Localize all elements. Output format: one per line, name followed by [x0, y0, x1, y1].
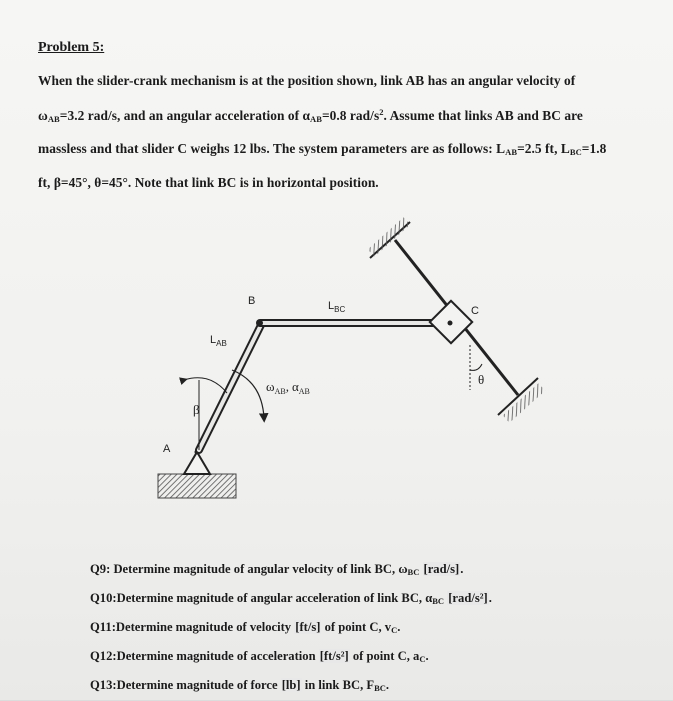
statement-line-2: $\omega_{AB}=3.2$ rad/s, and an angular acceleration of $\alpha_{AB}=0.8$ rad/$s^2$. Assume that links AB and BC are [38, 106, 583, 124]
label-theta: θ [478, 372, 485, 387]
label-omega-alpha: $\omega_{AB}$, $\alpha_{AB}$ [266, 379, 310, 396]
beta-arc [184, 378, 227, 393]
label-beta: β [193, 402, 200, 417]
ground-support-a [158, 474, 236, 498]
question-list [90, 556, 492, 701]
pin-support-a [184, 452, 210, 474]
problem-title: Problem 5: [38, 40, 105, 55]
label-b: B [248, 295, 256, 307]
question-q9: Q9: Determine magnitude of angular velocity of link BC, $\omega_{BC}$ [rad/s]. [90, 562, 464, 577]
theta-arc [470, 364, 482, 370]
label-l-ab: $L_{AB}$ [210, 334, 227, 348]
pin-b [257, 320, 263, 326]
question-q11: Q11:Determine magnitude of velocity [ft/s] of point C, $v_C$. [90, 620, 401, 635]
label-c: C [471, 305, 479, 317]
question-q13: Q13:Determine magnitude of force [lb] in link BC, $F_{BC}$. [90, 678, 390, 693]
pin-c [448, 321, 453, 326]
question-q10: Q10:Determine magnitude of angular acceleration of link BC, $\alpha_{BC}$ [rad/s²]. [90, 591, 492, 606]
label-l-bc: $L_{BC}$ [328, 300, 346, 314]
question-q12: Q12:Determine magnitude of acceleration [ft/s²] of point C, $a_C$. [90, 649, 429, 664]
statement-line-4: ft, β=45°, θ=45°. Note that link BC is in horizontal position. [38, 174, 379, 190]
rail-support-bottom [498, 378, 545, 423]
label-a: A [163, 443, 171, 455]
statement-line-3: massless and that slider C weighs 12 lbs. The system parameters are as follows: $L_{AB}=2.5$ ft, $L_{BC}=1.8$ [38, 141, 607, 157]
statement-line-1: When the slider-crank mechanism is at the position shown, link AB has an angular velocity of [38, 73, 576, 88]
